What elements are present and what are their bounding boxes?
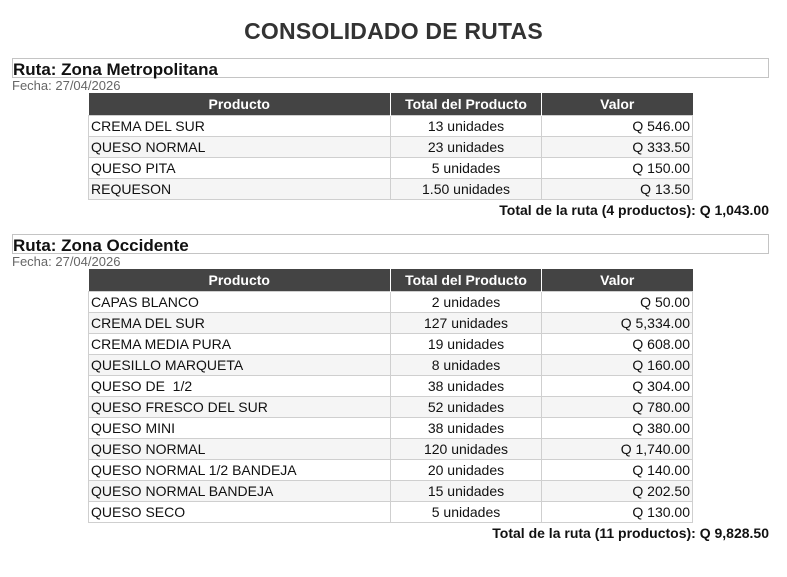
table-row	[89, 116, 693, 137]
cell-product: REQUESON	[89, 179, 391, 200]
column-header-product: Producto	[89, 269, 391, 292]
table-row	[89, 292, 693, 313]
column-header-total: Total del Producto	[391, 269, 542, 292]
route-header	[12, 234, 769, 254]
cell-product: CAPAS BLANCO	[89, 292, 391, 313]
cell-value: Q 5,334.00	[542, 313, 693, 334]
cell-quantity: 2 unidades	[391, 292, 542, 313]
cell-quantity: 8 unidades	[391, 355, 542, 376]
cell-quantity: 5 unidades	[391, 158, 542, 179]
table-row	[89, 460, 693, 481]
table-header-row	[89, 269, 693, 292]
page-title: CONSOLIDADO DE RUTAS	[244, 18, 543, 44]
cell-quantity: 15 unidades	[391, 481, 542, 502]
column-header-total: Total del Producto	[391, 93, 542, 116]
cell-product: QUESO PITA	[89, 158, 391, 179]
cell-product: QUESO MINI	[89, 418, 391, 439]
route-total: Total de la ruta (11 productos): Q 9,828.50	[492, 525, 769, 541]
cell-value: Q 140.00	[542, 460, 693, 481]
column-header-product: Producto	[89, 93, 391, 116]
route-section-occidente	[12, 234, 769, 542]
cell-quantity: 13 unidades	[391, 116, 542, 137]
cell-quantity: 1.50 unidades	[391, 179, 542, 200]
table-row	[89, 397, 693, 418]
cell-quantity: 19 unidades	[391, 334, 542, 355]
cell-product: QUESILLO MARQUETA	[89, 355, 391, 376]
table-row	[89, 418, 693, 439]
cell-quantity: 5 unidades	[391, 502, 542, 523]
cell-value: Q 380.00	[542, 418, 693, 439]
route-date: Fecha: 27/04/2026	[12, 78, 121, 93]
products-table	[88, 269, 693, 523]
cell-quantity: 127 unidades	[391, 313, 542, 334]
route-total: Total de la ruta (4 productos): Q 1,043.00	[499, 202, 769, 218]
products-table	[88, 93, 693, 200]
cell-quantity: 38 unidades	[391, 418, 542, 439]
table-row	[89, 502, 693, 523]
cell-quantity: 120 unidades	[391, 439, 542, 460]
table-row	[89, 313, 693, 334]
route-name: Ruta: Zona Metropolitana	[13, 60, 218, 79]
column-header-value: Valor	[542, 269, 693, 292]
cell-value: Q 150.00	[542, 158, 693, 179]
table-row	[89, 355, 693, 376]
cell-value: Q 546.00	[542, 116, 693, 137]
cell-product: QUESO DE 1/2	[89, 376, 391, 397]
cell-product: QUESO NORMAL 1/2 BANDEJA	[89, 460, 391, 481]
cell-product: QUESO NORMAL	[89, 439, 391, 460]
cell-quantity: 23 unidades	[391, 137, 542, 158]
cell-value: Q 304.00	[542, 376, 693, 397]
cell-product: CREMA DEL SUR	[89, 116, 391, 137]
table-row	[89, 137, 693, 158]
route-section-metropolitana	[12, 58, 769, 219]
cell-value: Q 333.50	[542, 137, 693, 158]
column-header-value: Valor	[542, 93, 693, 116]
table-header-row	[89, 93, 693, 116]
cell-value: Q 1,740.00	[542, 439, 693, 460]
cell-value: Q 608.00	[542, 334, 693, 355]
cell-product: QUESO NORMAL	[89, 137, 391, 158]
cell-value: Q 202.50	[542, 481, 693, 502]
cell-quantity: 20 unidades	[391, 460, 542, 481]
table-row	[89, 334, 693, 355]
cell-product: QUESO SECO	[89, 502, 391, 523]
cell-value: Q 50.00	[542, 292, 693, 313]
cell-quantity: 52 unidades	[391, 397, 542, 418]
table-row	[89, 439, 693, 460]
route-header	[12, 58, 769, 78]
cell-product: QUESO FRESCO DEL SUR	[89, 397, 391, 418]
cell-value: Q 130.00	[542, 502, 693, 523]
table-row	[89, 481, 693, 502]
cell-product: CREMA MEDIA PURA	[89, 334, 391, 355]
cell-value: Q 160.00	[542, 355, 693, 376]
cell-value: Q 13.50	[542, 179, 693, 200]
cell-quantity: 38 unidades	[391, 376, 542, 397]
cell-value: Q 780.00	[542, 397, 693, 418]
table-row	[89, 158, 693, 179]
route-name: Ruta: Zona Occidente	[13, 236, 189, 255]
table-row	[89, 179, 693, 200]
route-date: Fecha: 27/04/2026	[12, 254, 121, 269]
table-row	[89, 376, 693, 397]
cell-product: CREMA DEL SUR	[89, 313, 391, 334]
cell-product: QUESO NORMAL BANDEJA	[89, 481, 391, 502]
